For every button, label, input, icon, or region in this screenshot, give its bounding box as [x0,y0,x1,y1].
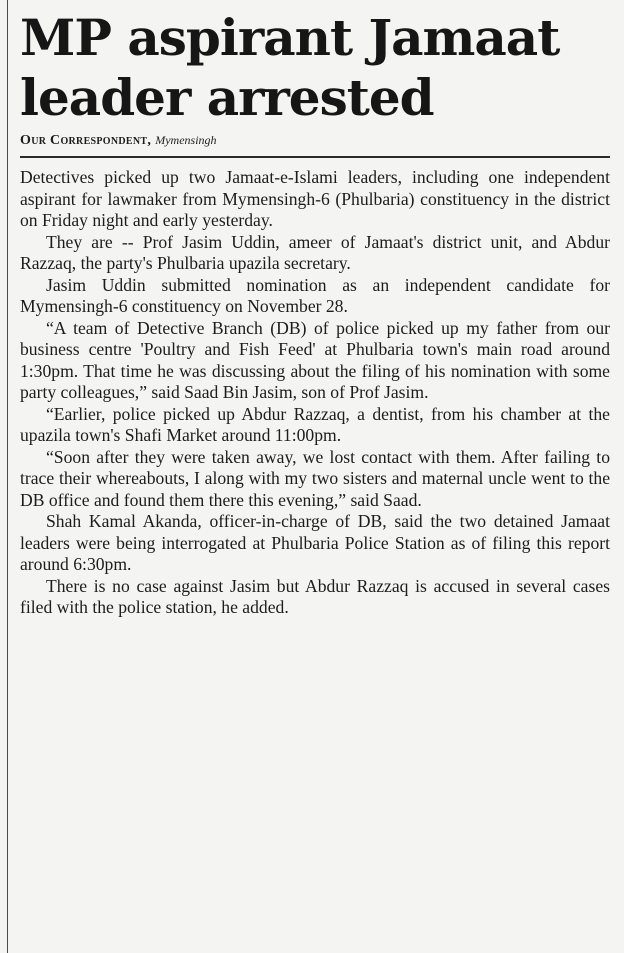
paragraph: “Earlier, police picked up Abdur Razzaq, a dentist, from his chamber at the upazila town's Shafi Market around 11:00pm. [20,403,610,445]
byline [20,131,610,158]
paragraph: Detectives picked up two Jamaat-e-Islami leaders, including one independent aspirant for lawmaker from Mymensingh-6 (Phulbaria) constituency in the district on Friday night and early yesterday. [20,167,610,230]
paragraph: Jasim Uddin submitted nomination as an independent candidate for Mymensingh-6 constituency on November 28. [20,274,610,316]
byline-author: Our Correspondent, [20,133,152,148]
paragraph: Shah Kamal Akanda, officer-in-charge of DB, said the two detained Jamaat leaders were being interrogated at Phulbaria Police Station as of filing this report around 6:30pm. [20,511,610,574]
paragraph: “Soon after they were taken away, we lost contact with them. After failing to trace their whereabouts, I along with my two sisters and maternal uncle went to the DB office and found them there this evening,” said Saad. [20,446,610,510]
paragraph: They are -- Prof Jasim Uddin, ameer of Jamaat's district unit, and Abdur Razzaq, the party's Phulbaria upazila secretary. [20,231,610,273]
paragraph: There is no case against Jasim but Abdur Razzaq is accused in several cases filed with the police station, he added. [20,575,610,617]
byline-location: Mymensingh [155,133,217,147]
headline: MP aspirant Jamaat leader arrested [20,8,560,127]
article-body [20,167,610,619]
paragraph: “A team of Detective Branch (DB) of police picked up my father from our business centre 'Poultry and Fish Feed' at Phulbaria town's main road around 1:30pm. That time he was discussing about the filing of his nomination with some party colleagues,” said Saad Bin Jasim, son of Prof Jasim. [20,317,610,402]
column-rule [7,0,8,953]
news-article [20,8,610,619]
